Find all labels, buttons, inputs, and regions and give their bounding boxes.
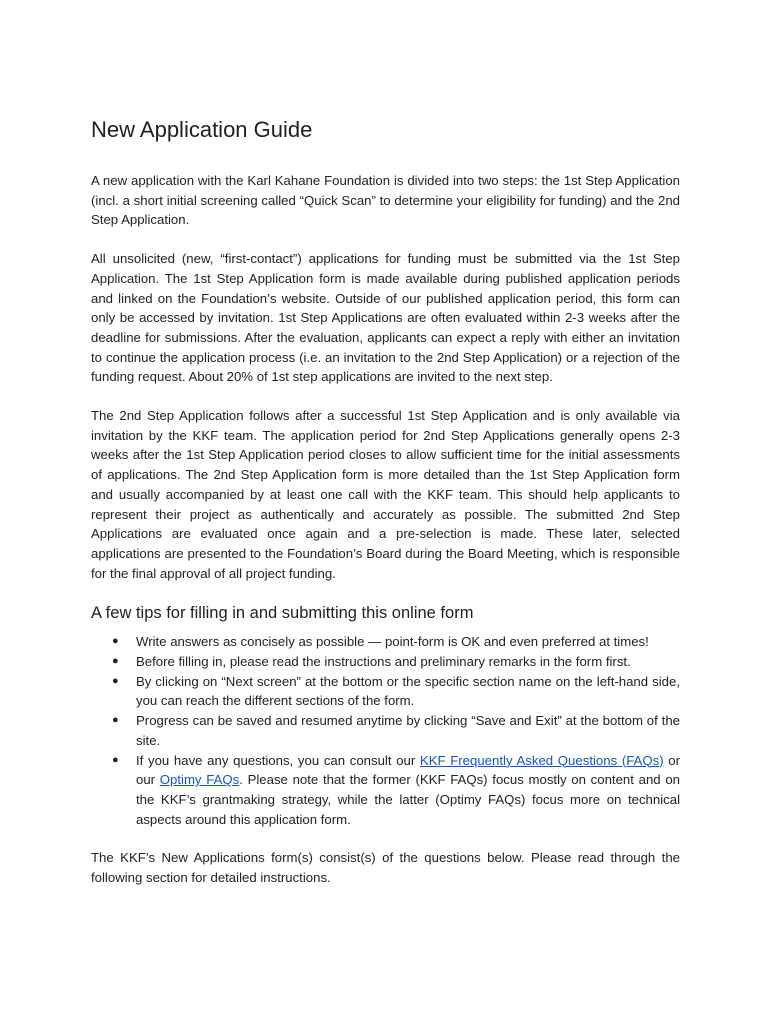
closing-paragraph: The KKF’s New Applications form(s) consist(s) of the questions below. Please read through the following section for detailed instructions. <box>91 850 680 886</box>
list-item-text: Write answers as concisely as possible — point-form is OK and even preferred at times! <box>136 634 649 650</box>
list-item-text: Progress can be saved and resumed anytime by clicking “Save and Exit” at the bottom of the site. <box>136 713 680 748</box>
faq-item-middle: or our <box>136 752 680 788</box>
intro-paragraph: A new application with the Karl Kahane Foundation is divided into two steps: the 1st Step Application (incl. a short initial screening called “Quick Scan” to determine your eligibility for funding) and the 2nd Step Application. <box>91 173 680 228</box>
list-item <box>91 751 680 830</box>
optimy-faq-link[interactable]: Optimy FAQs <box>159 772 240 788</box>
bullet-icon: ● <box>112 674 119 687</box>
bullet-icon: ● <box>112 714 119 727</box>
list-item <box>91 632 680 652</box>
tips-heading: A few tips for filling in and submitting this online form <box>91 604 474 623</box>
bullet-icon: ● <box>112 635 119 648</box>
second-step-paragraph: The 2nd Step Application follows after a successful 1st Step Application and is only available via invitation by the KKF team. The application period for 2nd Step Applications generally opens 2-3 weeks after the 1st Step Application period closes to allow sufficient time for the initial assessments of applications. The 2nd Step Application form is more detailed than the 1st Step Application form and usually accompanied by at least one call with the KKF team. This should help applicants to represent their project as authentically and accurately as possible. The submitted 2nd Step Applications are evaluated once again and a pre-selection is made. These later, selected applications are presented to the Foundation’s Board during the Board Meeting, which is responsible for the final approval of all project funding. <box>91 408 680 581</box>
first-step-paragraph: All unsolicited (new, “first-contact”) applications for funding must be submitted via the 1st Step Application. The 1st Step Application form is made available during published application periods and linked on the Foundation’s website. Outside of our published application period, this form can only be accessed by invitation. 1st Step Applications are often evaluated within 2-3 weeks after the deadline for submissions. After the evaluation, applicants can expect a reply with either an invitation to continue the application process (i.e. an invitation to the 2nd Step Application) or a rejection of the funding request. About 20% of 1st step applications are invited to the next step. <box>91 251 680 385</box>
list-item-text: Before filling in, please read the instructions and preliminary remarks in the form first. <box>136 654 631 670</box>
list-item <box>91 711 680 750</box>
page-title: New Application Guide <box>91 117 313 142</box>
kkf-faq-link[interactable]: KKF Frequently Asked Questions (FAQs) <box>419 752 664 768</box>
list-item-text: By clicking on “Next screen” at the bottom or the specific section name on the left-hand side, you can reach the different sections of the form. <box>136 673 680 709</box>
faq-item-prefix: If you have any questions, you can consult our <box>136 752 420 768</box>
bullet-icon: ● <box>112 753 119 766</box>
list-item <box>91 672 680 711</box>
list-item <box>91 652 680 672</box>
bullet-icon: ● <box>112 655 119 668</box>
faq-item-suffix: . Please note that the former (KKF FAQs) focus mostly on content and on the KKF’s grantmaking strategy, while the latter (Optimy FAQs) focus more on technical aspects around this application form. <box>136 772 680 827</box>
tips-list <box>91 632 680 829</box>
